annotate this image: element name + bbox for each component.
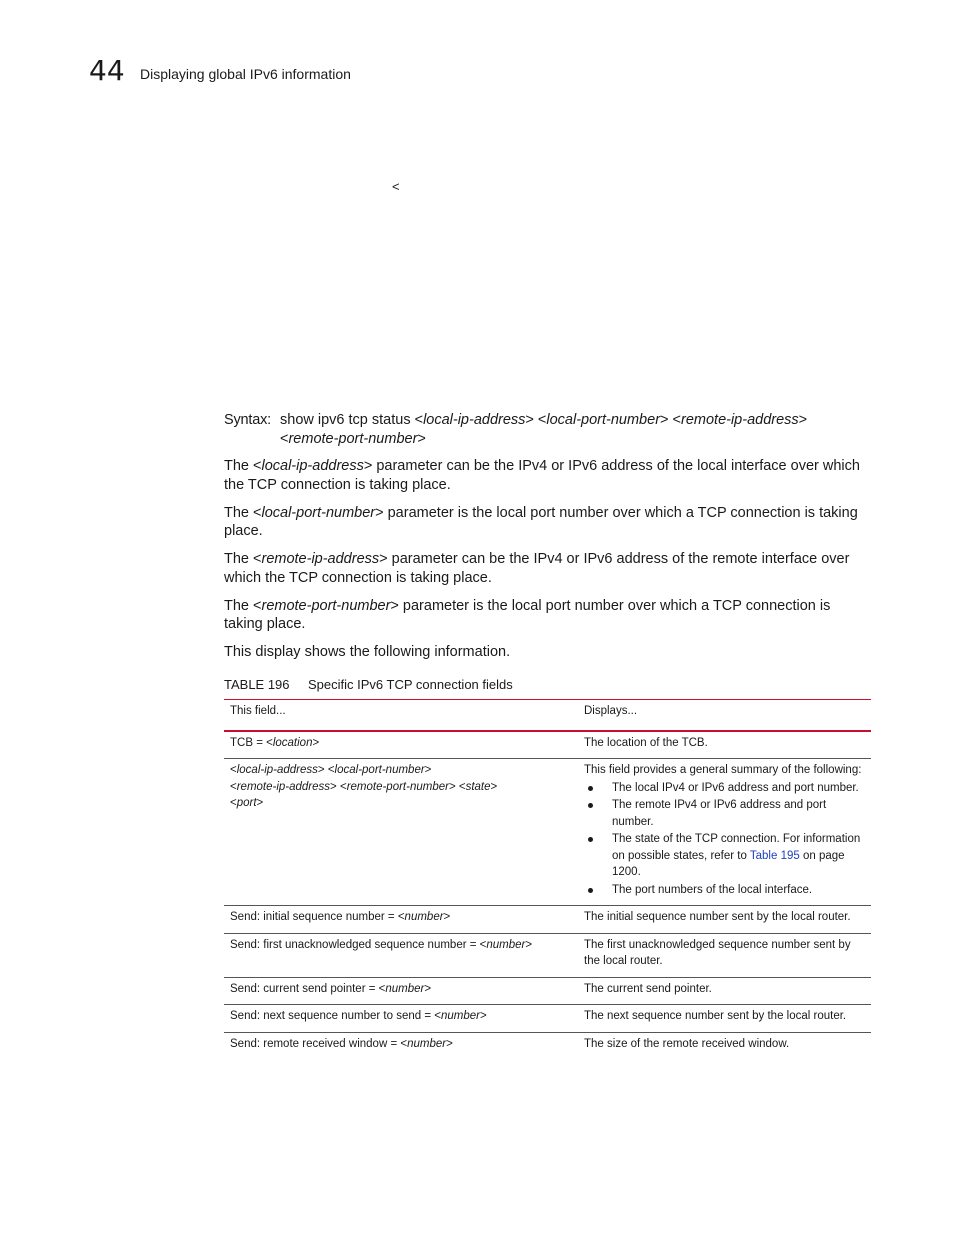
table-caption <box>224 676 872 695</box>
table-number: TABLE 196 <box>224 676 290 692</box>
table-195-link[interactable]: Table 195 <box>749 849 800 862</box>
syntax-sep: > < <box>525 412 547 428</box>
table-row <box>224 759 871 906</box>
syntax-sep: > <box>417 430 426 447</box>
desc-cell: The next sequence number sent by the local router. <box>578 1005 871 1033</box>
table-row <box>224 731 871 759</box>
field-cell: Send: first unacknowledged sequence number = <number> <box>224 933 578 977</box>
table-header-row <box>224 700 871 731</box>
list-item: The port numbers of the local interface. <box>584 882 865 899</box>
table-title: Specific IPv6 TCP connection fields <box>308 676 513 692</box>
syntax-sep: > < <box>660 412 681 428</box>
field-cell: Send: initial sequence number = <number> <box>224 906 578 934</box>
desc-cell: The location of the TCB. <box>578 731 871 759</box>
page-content <box>224 411 872 1059</box>
syntax-label: Syntax: <box>224 412 271 428</box>
chapter-number: 44 <box>89 54 125 87</box>
syntax-param-remote-port: remote-port-number <box>288 430 418 447</box>
fields-table <box>224 699 871 1059</box>
field-cell: TCB = <location> <box>224 731 578 759</box>
field-cell: Send: next sequence number to send = <number> <box>224 1005 578 1033</box>
syntax-param-local-port: local-port-number <box>546 412 661 428</box>
column-header-displays: Displays... <box>578 700 871 731</box>
syntax-param-local-ip: local-ip-address <box>423 412 526 428</box>
column-header-field: This field... <box>224 700 578 731</box>
syntax-sep: < <box>280 430 289 447</box>
table-row <box>224 906 871 934</box>
list-item: The remote IPv4 or IPv6 address and port number. <box>584 797 865 830</box>
desc-cell: The current send pointer. <box>578 977 871 1005</box>
desc-intro: This field provides a general summary of the following: <box>584 764 862 776</box>
field-cell: Send: remote received window = <number> <box>230 1037 453 1050</box>
desc-cell: The first unacknowledged sequence number sent by the local router. <box>578 933 871 977</box>
param-desc-local-ip: The <local-ip-address> parameter can be the IPv4 or IPv6 address of the local interface over which the TCP connection is taking place. <box>224 458 860 493</box>
table-row <box>224 933 871 977</box>
stray-character: < <box>392 179 400 194</box>
desc-cell: The size of the remote received window. <box>584 1037 790 1050</box>
desc-cell: The initial sequence number sent by the local router. <box>578 906 871 934</box>
list-item: The local IPv4 or IPv6 address and port number. <box>584 780 865 797</box>
desc-cell <box>578 759 871 906</box>
intro-text: This display shows the following information. <box>224 644 511 660</box>
table-row <box>224 1032 871 1059</box>
chapter-title: Displaying global IPv6 information <box>140 66 351 82</box>
list-item: The state of the TCP connection. For information on possible states, refer to Table 195 on page 1200. <box>584 831 865 881</box>
field-cell: Send: current send pointer = <number> <box>224 977 578 1005</box>
field-cell: <local-ip-address> <local-port-number> <remote-ip-address> <remote-port-number> <state> <port> <box>224 759 578 906</box>
syntax-command: show ipv6 tcp status < <box>280 412 424 428</box>
syntax-block <box>224 411 872 448</box>
param-desc-local-port: The <local-port-number> parameter is the local port number over which a TCP connection is taking place. <box>224 504 858 539</box>
table-row <box>224 1005 871 1033</box>
syntax-param-remote-ip: remote-ip-address <box>681 412 799 428</box>
bullet-list <box>584 780 865 899</box>
param-desc-remote-ip: The <remote-ip-address> parameter can be the IPv4 or IPv6 address of the remote interface over which the TCP connection is taking place. <box>224 551 850 586</box>
param-desc-remote-port: The <remote-port-number> parameter is the local port number over which a TCP connection is taking place. <box>224 597 831 632</box>
syntax-sep: > <box>798 412 808 428</box>
table-row <box>224 977 871 1005</box>
